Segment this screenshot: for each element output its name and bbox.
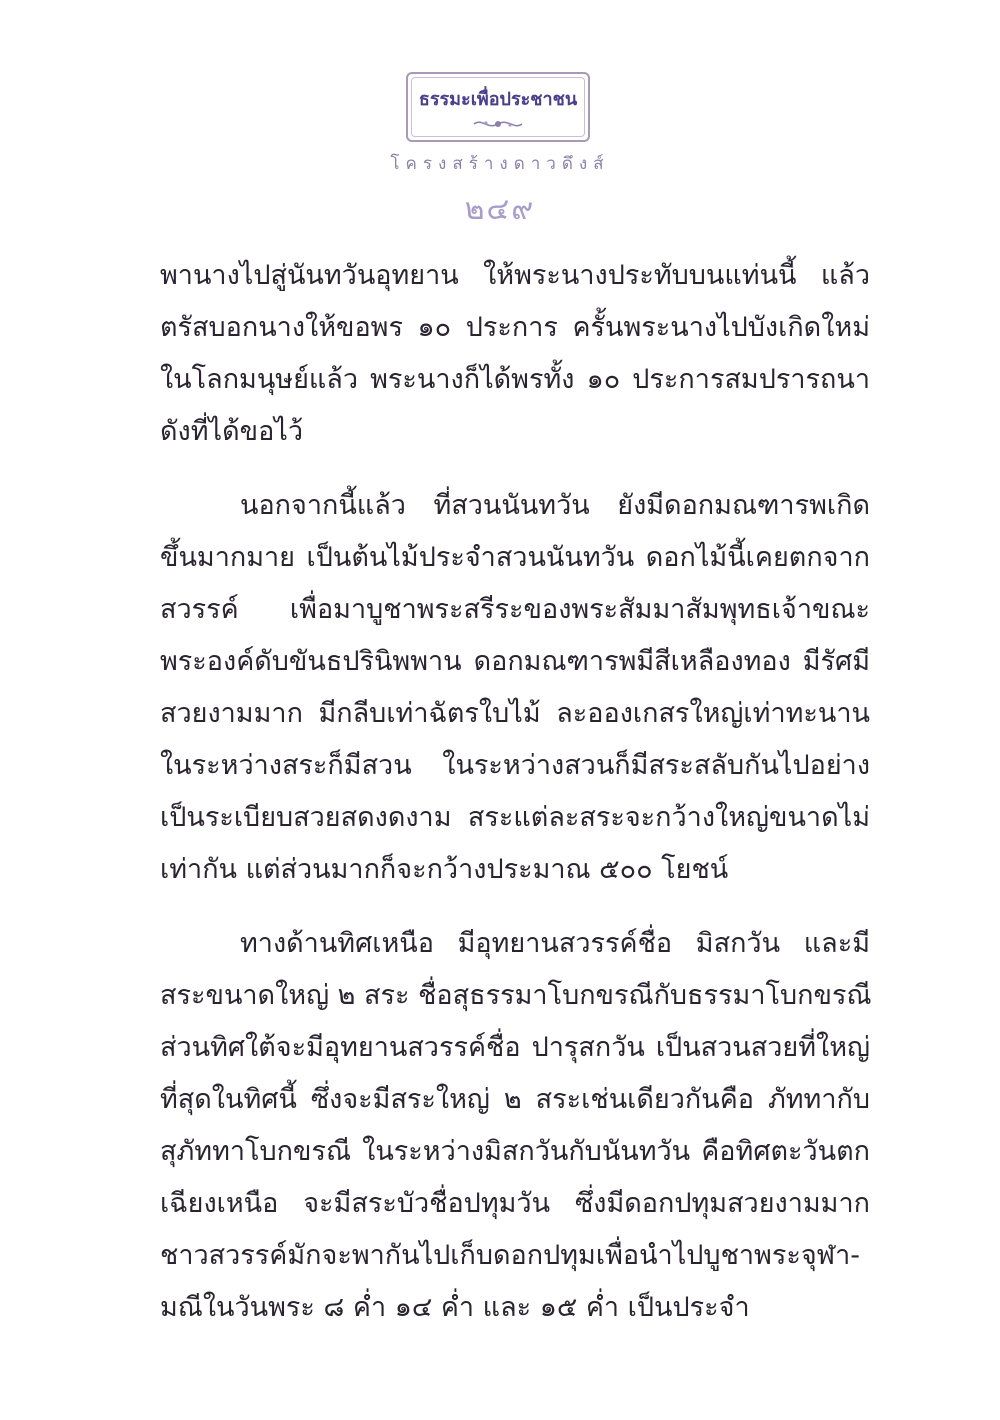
paragraph (160, 480, 870, 896)
text-line: ชาวสวรรค์มักจะพากันไปเก็บดอกปทุมเพื่อนำไปบูชาพระจุฬา- (160, 1240, 861, 1271)
paragraph (160, 250, 870, 458)
text-line: สระขนาดใหญ่ ๒ สระ ชื่อสุธรรมาโบกขรณีกับธรรมาโบกขรณี (160, 980, 872, 1011)
text-line: ตรัสบอกนางให้ขอพร ๑๐ ประการ ครั้นพระนางไปบังเกิดใหม่ (160, 312, 870, 343)
text-line: เป็นระเบียบสวยสดงดงาม สระแต่ละสระจะกว้างใหญ่ขนาดไม่ (160, 802, 870, 833)
text-line: ดังที่ได้ขอไว้ (160, 416, 304, 447)
text-line: มณีในวันพระ ๘ ค่ำ ๑๔ ค่ำ และ ๑๕ ค่ำ เป็นประจำ (160, 1292, 750, 1323)
chapter-subtitle: โครงสร้างดาวดึงส์ (390, 154, 610, 174)
text-line: ส่วนทิศใต้จะมีอุทยานสวรรค์ชื่อ ปารุสกวัน เป็นสวนสวยที่ใหญ่ (160, 1032, 870, 1063)
paragraph (160, 918, 870, 1334)
text-line: สวรรค์ เพื่อมาบูชาพระสรีระของพระสัมมาสัมพุทธเจ้าขณะ (160, 594, 870, 625)
text-line: สวยงามมาก มีกลีบเท่าฉัตรใบไม้ ละอองเกสรใหญ่เท่าทะนาน (160, 698, 870, 729)
text-line: สุภัททาโบกขรณี ในระหว่างมิสกวันกับนันทวัน คือทิศตะวันตก (160, 1136, 870, 1167)
series-logo (406, 72, 590, 142)
series-logo-text: ธรรมะเพื่อประชาชน (418, 89, 578, 110)
text-line: เฉียงเหนือ จะมีสระบัวชื่อปทุมวัน ซึ่งมีดอกปทุมสวยงามมาก (160, 1188, 870, 1219)
ornament-icon (472, 116, 524, 132)
page-header (0, 0, 1000, 230)
text-line: ทางด้านทิศเหนือ มีอุทยานสวรรค์ชื่อ มิสกวัน และมี (240, 928, 870, 959)
text-line: พานางไปสู่นันทวันอุทยาน ให้พระนางประทับบนแท่นนี้ แล้ว (160, 260, 870, 291)
text-line: นอกจากนี้แล้ว ที่สวนนันทวัน ยังมีดอกมณฑารพเกิด (240, 490, 870, 521)
text-line: ในระหว่างสระก็มีสวน ในระหว่างสวนก็มีสระสลับกันไปอย่าง (160, 750, 870, 781)
page-number: ๒๔๙ (464, 192, 536, 227)
text-line: ที่สุดในทิศนี้ ซึ่งจะมีสระใหญ่ ๒ สระเช่นเดียวกันคือ ภัททากับ (160, 1084, 870, 1115)
text-line: ขึ้นมากมาย เป็นต้นไม้ประจำสวนนันทวัน ดอกไม้นี้เคยตกจาก (160, 542, 870, 573)
text-line: เท่ากัน แต่ส่วนมากก็จะกว้างประมาณ ๕๐๐ โยชน์ (160, 854, 729, 885)
text-line: พระองค์ดับขันธปรินิพพาน ดอกมณฑารพมีสีเหลืองทอง มีรัศมี (160, 646, 870, 677)
text-line: ในโลกมนุษย์แล้ว พระนางก็ได้พรทั้ง ๑๐ ประการสมปรารถนา (160, 364, 870, 395)
body-text (160, 250, 870, 1356)
